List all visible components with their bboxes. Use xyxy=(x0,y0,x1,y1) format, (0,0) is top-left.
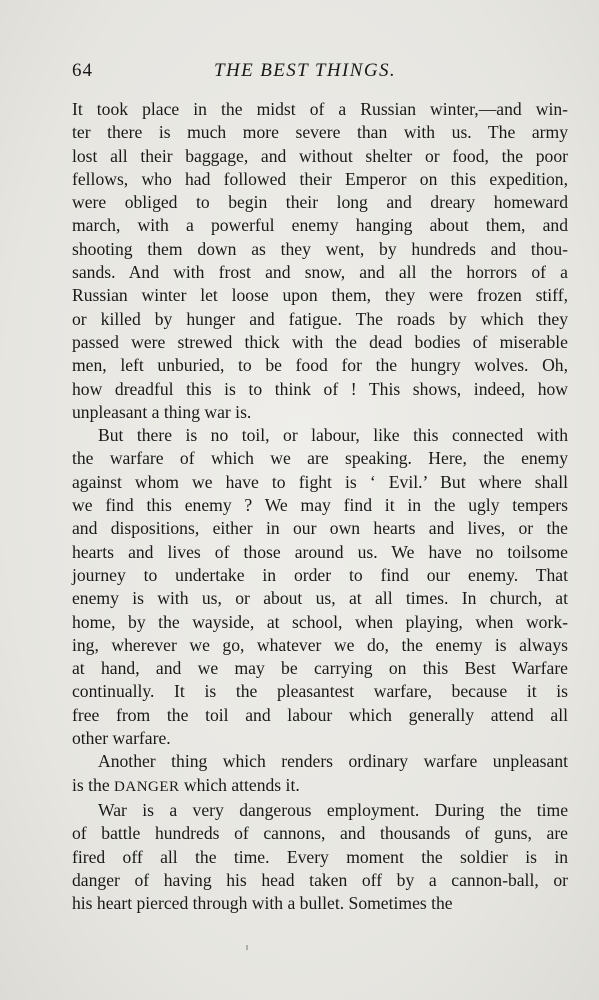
text-line: the warfare of which we are speaking. Here, the enemy xyxy=(72,448,568,469)
text-line: home, by the wayside, at school, when playing, when work- xyxy=(72,611,568,632)
text-line: fellows, who had followed their Emperor on this expedition, xyxy=(72,168,568,189)
print-speck xyxy=(246,945,248,950)
text-line: against whom we have to fight is ‘ Evil.’ But where shall xyxy=(72,471,568,492)
text-line: It took place in the midst of a Russian winter,—and win- xyxy=(72,99,568,119)
text-line: is the DANGER which attends it. xyxy=(72,774,300,795)
text-line: passed were strewed thick with the dead bodies of miserable xyxy=(72,331,568,352)
text-line: sands. And with frost and snow, and all the horrors of a xyxy=(72,262,568,283)
text-line: continually. It is the pleasantest warfare, because it is xyxy=(72,681,568,702)
paragraph xyxy=(72,424,568,750)
text-line: were obliged to begin their long and dreary homeward xyxy=(72,192,568,213)
running-title: THE BEST THINGS. xyxy=(214,60,396,81)
text-line: enemy is with us, or about us, at all times. In church, at xyxy=(72,588,568,609)
text-line: shooting them down as they went, by hundreds and thou- xyxy=(72,238,568,259)
page-number: 64 xyxy=(72,60,93,81)
text-line: But there is no toil, or labour, like this connected with xyxy=(98,425,568,446)
text-line: free from the toil and labour which generally attend all xyxy=(72,704,568,725)
page-header xyxy=(72,60,569,86)
paragraph xyxy=(72,98,568,424)
paragraph xyxy=(72,799,568,915)
text-line: War is a very dangerous employment. During the time xyxy=(98,799,568,820)
paragraph xyxy=(72,750,568,799)
text-line: at hand, and we may be carrying on this Best Warfare xyxy=(72,658,568,679)
text-line: unpleasant a thing war is. xyxy=(72,401,252,422)
text-line: men, left unburied, to be food for the hungry wolves. Oh, xyxy=(72,355,568,376)
text-line: ing, wherever we go, whatever we do, the enemy is always xyxy=(72,634,568,655)
text-line: danger of having his head taken off by a cannon-ball, or xyxy=(72,869,568,890)
body-text xyxy=(72,98,568,915)
text-line: Russian winter let loose upon them, they were frozen stiff, xyxy=(72,285,568,306)
text-line: march, with a powerful enemy hanging about them, and xyxy=(72,215,568,236)
text-line: and dispositions, either in our own hearts and lives, or the xyxy=(72,518,568,539)
text-line: other warfare. xyxy=(72,728,171,749)
text-line: fired off all the time. Every moment the soldier is in xyxy=(72,846,568,867)
text-line: Another thing which renders ordinary warfare unpleasant xyxy=(98,751,568,772)
text-line: we find this enemy ? We may find it in the ugly tempers xyxy=(72,495,568,516)
text-line: hearts and lives of those around us. We have no toilsome xyxy=(72,541,568,562)
text-line: how dreadful this is to think of ! This shows, indeed, how xyxy=(72,378,568,399)
text-line: ter there is much more severe than with us. The army xyxy=(72,122,568,143)
text-line: journey to undertake in order to find our enemy. That xyxy=(72,564,568,585)
text-line: lost all their baggage, and without shelter or food, the poor xyxy=(72,145,568,166)
text-line: his heart pierced through with a bullet. Sometimes the xyxy=(72,893,453,914)
text-line: of battle hundreds of cannons, and thousands of guns, are xyxy=(72,823,568,844)
text-line: or killed by hunger and fatigue. The roads by which they xyxy=(72,308,568,329)
